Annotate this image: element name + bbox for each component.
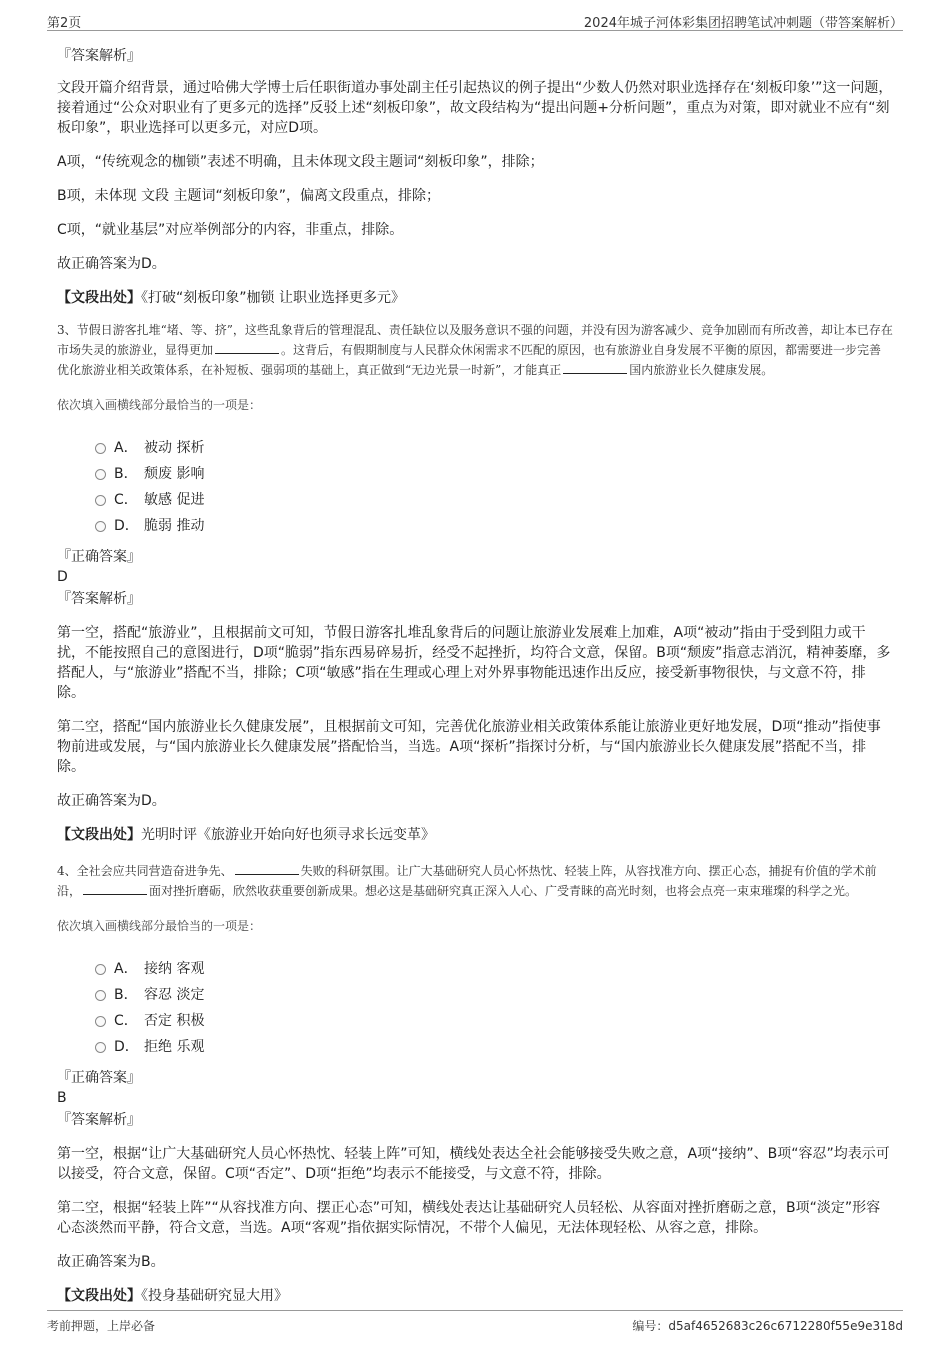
radio-icon[interactable] [95,469,106,480]
q4-conclusion: 故正确答案为B。 [57,1254,165,1270]
q2-option-b-analysis: B项，未体现 文段 主题词“刻板印象”，偏离文段重点，排除； [57,188,441,204]
page-header [47,10,903,31]
option-letter: C． [114,492,138,508]
page-content [57,46,893,1318]
q3-stem-part1: 3、节假日游客扎堆“堵、等、挤”，这些乱象背后的管理混乱、责任缺位以及服务意识不强的问题，并没有因为游客减少、竞争加剧而有所改善，却让本已存在市场失灵的旅游业，显得更加 [57,323,893,357]
q2-option-a-analysis: A项，“传统观念的枷锁”表述不明确，且未体现文段主题词“刻板印象”，排除； [57,154,544,170]
radio-icon[interactable] [95,443,106,454]
q4-blank-1 [235,862,299,875]
q2-option-c-analysis: C项，“就业基层”对应举例部分的内容，非重点，排除。 [57,222,404,238]
q4-analysis-1: 第一空，根据“让广大基础研究人员心怀热忱、轻装上阵”可知，横线处表达全社会能够接受失败之意，A项“接纳”、B项“容忍”均表示可以接受，符合文意，保留。C项“否定”、D项“拒绝”均表示不能接受，与文意不符，排除。 [57,1146,890,1182]
q4-analysis-2: 第二空，根据“轻装上阵”“从容找准方向、摆正心态”可知，横线处表达让基础研究人员轻松、从容面对挫折磨砺之意，B项“淡定”形容心态淡然而平静，符合文意，当选。A项“客观”指依据实际情况，不带个人偏见，无法体现轻松、从容之意，排除。 [57,1200,881,1236]
q4-source-text: 《投身基础研究显大用》 [141,1288,288,1304]
radio-icon[interactable] [95,1042,106,1053]
option-letter: C． [114,1013,138,1029]
q2-source-tag: 【文段出处】 [57,290,141,306]
q4-instruction: 依次填入画横线部分最恰当的一项是： [57,919,262,933]
q4-options [95,956,893,1060]
option-text: 脆弱 推动 [144,518,205,534]
option-text: 接纳 客观 [144,961,205,977]
q4-option-c[interactable] [95,1008,893,1034]
q3-option-c[interactable] [95,487,893,513]
option-text: 颓废 影响 [144,466,205,482]
radio-icon[interactable] [95,964,106,975]
q3-analysis-2: 第二空，搭配“国内旅游业长久健康发展”，且根据前文可知，完善优化旅游业相关政策体系能让旅游业更好地发展，D项“推动”指使事物前进或发展，与“国内旅游业长久健康发展”搭配恰当，当选。A项“探析”指探讨分析，与“国内旅游业长久健康发展”搭配不当，排除。 [57,719,881,775]
q3-correct-answer: D [57,569,68,585]
q2-analysis: 文段开篇介绍背景，通过哈佛大学博士后任职街道办事处副主任引起热议的例子提出“少数人仍然对职业选择存在‘刻板印象’”这一问题，接着通过“公众对职业有了更多元的选择”反驳上述“刻板印象”，故文段结构为“提出问题+分析问题”，重点为对策，即对就业不应有“刻板印象”，职业选择可以更多元，对应D项。 [57,80,893,136]
page-number: 第2页 [47,16,82,31]
q3-analysis-label: 『答案解析』 [57,591,141,607]
q4-stem [57,861,893,901]
document-title: 2024年城子河体彩集团招聘笔试冲刺题（带答案解析） [583,16,903,31]
q4-source [57,1286,893,1306]
option-letter: A． [114,961,138,977]
option-letter: D． [114,518,139,534]
footer-code-value: d5af4652683c26c6712280f55e9e318d [668,1319,903,1333]
q4-source-tag: 【文段出处】 [57,1288,141,1304]
q3-correct-label: 『正确答案』 [57,549,141,565]
q4-blank-2 [83,882,147,895]
q3-option-d[interactable] [95,513,893,539]
option-text: 敏感 促进 [144,492,205,508]
q3-option-a[interactable] [95,435,893,461]
option-text: 否定 积极 [144,1013,205,1029]
option-text: 拒绝 乐观 [144,1039,205,1055]
page-footer [47,1310,903,1337]
q3-blank-2 [563,361,627,374]
q4-stem-part3: 面对挫折磨砺，欣然收获重要创新成果。想必这是基础研究真正深入人心、广受青睐的高光时刻，也将会点亮一束束璀璨的科学之光。 [149,884,858,898]
q3-options [95,435,893,539]
q3-source [57,825,893,845]
q4-option-a[interactable] [95,956,893,982]
q2-conclusion: 故正确答案为D。 [57,256,166,272]
q3-stem-part3: 国内旅游业长久健康发展。 [629,363,774,377]
option-letter: D． [114,1039,139,1055]
footer-code [632,1317,903,1334]
q4-stem-part1: 4、全社会应共同营造奋进争先、 [57,864,233,878]
q4-correct-label: 『正确答案』 [57,1070,141,1086]
q3-source-tag: 【文段出处】 [57,827,141,843]
radio-icon[interactable] [95,990,106,1001]
q3-source-text: 光明时评《旅游业开始向好也须寻求长远变革》 [141,827,435,843]
q3-instruction: 依次填入画横线部分最恰当的一项是： [57,398,262,412]
footer-slogan: 考前押题，上岸必备 [47,1319,156,1333]
q2-source-text: 《打破“刻板印象”枷锁 让职业选择更多元》 [141,290,405,306]
q4-correct-answer: B [57,1090,67,1106]
q4-option-b[interactable] [95,982,893,1008]
q4-option-d[interactable] [95,1034,893,1060]
radio-icon[interactable] [95,521,106,532]
radio-icon[interactable] [95,1016,106,1027]
option-text: 容忍 淡定 [144,987,205,1003]
q2-source [57,288,893,308]
option-letter: A． [114,440,138,456]
option-letter: B． [114,466,138,482]
q3-analysis-1: 第一空，搭配“旅游业”，且根据前文可知，节假日游客扎堆乱象背后的问题让旅游业发展难上加难，A项“被动”指由于受到阻力或干扰，不能按照自己的意图进行，D项“脆弱”指东西易碎易折，经受不起挫折，均符合文意，保留。B项“颓废”指意志消沉，精神萎靡，多搭配人，与“旅游业”搭配不当，排除；C项“敏感”指在生理或心理上对外界事物能迅速作出反应，接受新事物很快，与文意不符，排除。 [57,625,891,701]
q3-option-b[interactable] [95,461,893,487]
option-letter: B． [114,987,138,1003]
option-text: 被动 探析 [144,440,205,456]
radio-icon[interactable] [95,495,106,506]
q3-blank-1 [215,341,279,354]
q3-stem-part2: 。这背后，有假期制度与人民群众休闲需求不匹配的原因，也有旅游业自身发展不平衡的原因，都需要进一步完善优化旅游业相关政策体系，在补短板、强弱项的基础上，真正做到“无边光景一时新”，才能真正 [57,343,882,377]
q4-analysis-label: 『答案解析』 [57,1112,141,1128]
footer-code-label: 编号： [632,1319,669,1333]
q3-conclusion: 故正确答案为D。 [57,793,166,809]
q4-stem-part2: 失败的科研氛围。让广大基础研究人员心怀热忱、轻装上阵，从容找准方向、摆正心态，捕捉有价值的学术前沿， [57,864,877,898]
q2-analysis-label: 『答案解析』 [57,48,141,64]
q3-stem [57,320,893,380]
